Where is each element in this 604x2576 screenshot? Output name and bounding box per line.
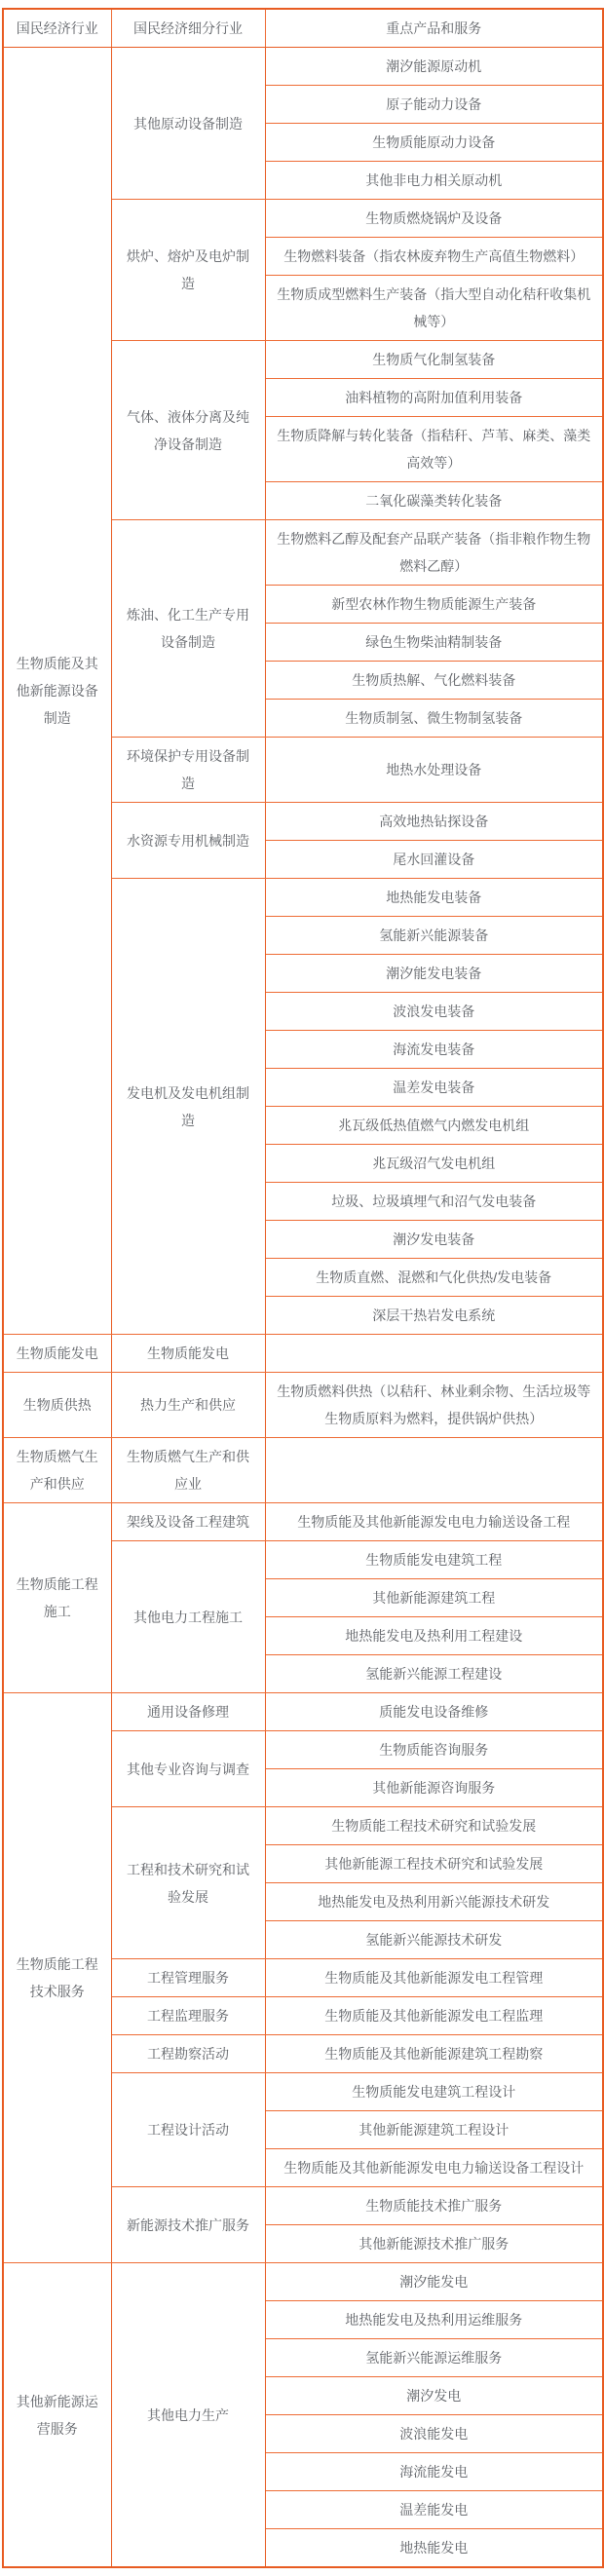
product-cell: 生物质能及其他新能源建筑工程勘察	[265, 2035, 603, 2073]
sub-industry-cell: 发电机及发电机组制造	[111, 879, 265, 1335]
sub-industry-cell: 环境保护专用设备制造	[111, 738, 265, 803]
sub-industry-cell: 生物质能发电	[111, 1335, 265, 1373]
sub-industry-cell: 工程管理服务	[111, 1959, 265, 1997]
header-sub-industry: 国民经济细分行业	[111, 9, 265, 48]
sub-industry-cell: 其他原动设备制造	[111, 48, 265, 200]
product-cell: 其他新能源工程技术研究和试验发展	[265, 1845, 603, 1883]
product-cell: 潮汐能发电装备	[265, 955, 603, 993]
product-cell: 潮汐发电	[265, 2377, 603, 2415]
product-cell: 氢能新兴能源技术研发	[265, 1921, 603, 1959]
sub-industry-cell: 炼油、化工生产专用设备制造	[111, 520, 265, 738]
product-cell: 潮汐能源原动机	[265, 48, 603, 86]
product-cell: 氢能新兴能源工程建设	[265, 1655, 603, 1693]
table-row	[3, 1503, 603, 1541]
table-row	[3, 2263, 603, 2301]
product-cell: 地热水处理设备	[265, 738, 603, 803]
product-cell: 其他新能源咨询服务	[265, 1769, 603, 1807]
sub-industry-cell: 其他电力生产	[111, 2263, 265, 2568]
sub-industry-cell: 通用设备修理	[111, 1693, 265, 1731]
product-cell: 波浪发电装备	[265, 993, 603, 1031]
header-key-products: 重点产品和服务	[265, 9, 603, 48]
product-cell: 海流发电装备	[265, 1031, 603, 1069]
sub-industry-cell: 其他专业咨询与调查	[111, 1731, 265, 1807]
product-cell: 生物质能及其他新能源发电电力输送设备工程设计	[265, 2149, 603, 2187]
product-cell: 生物质直燃、混燃和气化供热/发电装备	[265, 1259, 603, 1297]
product-cell: 生物质成型燃料生产装备（指大型自动化秸秆收集机械等）	[265, 276, 603, 341]
sub-industry-cell: 热力生产和供应	[111, 1373, 265, 1438]
table-row	[3, 1335, 603, 1373]
header-industry: 国民经济行业	[3, 9, 111, 48]
product-cell: 地热能发电及热利用工程建设	[265, 1617, 603, 1655]
sub-industry-cell: 水资源专用机械制造	[111, 803, 265, 879]
sub-industry-cell: 工程设计活动	[111, 2073, 265, 2187]
product-cell: 生物燃料装备（指农林废弃物生产高值生物燃料）	[265, 238, 603, 276]
product-cell: 潮汐能发电	[265, 2263, 603, 2301]
industry-cell: 生物质能工程施工	[3, 1503, 111, 1693]
product-cell: 地热能发电	[265, 2529, 603, 2568]
industry-cell: 其他新能源运营服务	[3, 2263, 111, 2568]
product-cell: 生物质能工程技术研究和试验发展	[265, 1807, 603, 1845]
product-cell: 新型农林作物生物质能源生产装备	[265, 586, 603, 624]
table-row	[3, 48, 603, 86]
product-cell: 生物质能及其他新能源发电工程监理	[265, 1997, 603, 2035]
product-cell: 垃圾、垃圾填埋气和沼气发电装备	[265, 1183, 603, 1221]
product-cell: 生物质能发电建筑工程	[265, 1541, 603, 1579]
table-row	[3, 1373, 603, 1438]
product-cell: 潮汐发电装备	[265, 1221, 603, 1259]
product-cell: 生物质能及其他新能源发电电力输送设备工程	[265, 1503, 603, 1541]
industry-cell: 生物质能工程技术服务	[3, 1693, 111, 2263]
product-cell: 质能发电设备维修	[265, 1693, 603, 1731]
product-cell	[265, 1335, 603, 1373]
product-cell: 其他新能源建筑工程设计	[265, 2111, 603, 2149]
product-cell: 生物质燃烧锅炉及设备	[265, 200, 603, 238]
page	[0, 8, 604, 2568]
product-cell: 生物质能及其他新能源发电工程管理	[265, 1959, 603, 1997]
industry-cell: 生物质燃气生产和供应	[3, 1438, 111, 1503]
product-cell: 其他新能源建筑工程	[265, 1579, 603, 1617]
product-cell: 地热能发电装备	[265, 879, 603, 917]
sub-industry-cell: 工程和技术研究和试验发展	[111, 1807, 265, 1959]
product-cell: 生物质能技术推广服务	[265, 2187, 603, 2225]
product-cell: 氢能新兴能源运维服务	[265, 2339, 603, 2377]
sub-industry-cell: 工程监理服务	[111, 1997, 265, 2035]
product-cell: 兆瓦级沼气发电机组	[265, 1145, 603, 1183]
product-cell: 温差发电装备	[265, 1069, 603, 1107]
sub-industry-cell: 其他电力工程施工	[111, 1541, 265, 1693]
product-cell: 海流能发电	[265, 2453, 603, 2491]
product-cell: 波浪能发电	[265, 2415, 603, 2453]
product-cell	[265, 1438, 603, 1503]
product-cell: 兆瓦级低热值燃气内燃发电机组	[265, 1107, 603, 1145]
sub-industry-cell: 生物质燃气生产和供应业	[111, 1438, 265, 1503]
product-cell: 生物质能咨询服务	[265, 1731, 603, 1769]
table-header-row	[3, 9, 603, 48]
product-cell: 温差能发电	[265, 2491, 603, 2529]
industry-cell: 生物质能发电	[3, 1335, 111, 1373]
product-cell: 绿色生物柴油精制装备	[265, 624, 603, 662]
industry-classification-table	[2, 8, 604, 2568]
table-row	[3, 1438, 603, 1503]
product-cell: 地热能发电及热利用新兴能源技术研发	[265, 1883, 603, 1921]
product-cell: 生物质能原动力设备	[265, 124, 603, 162]
sub-industry-cell: 新能源技术推广服务	[111, 2187, 265, 2263]
product-cell: 原子能动力设备	[265, 86, 603, 124]
product-cell: 生物质燃料供热（以秸秆、林业剩余物、生活垃圾等生物质原料为燃料，提供锅炉供热）	[265, 1373, 603, 1438]
product-cell: 生物质降解与转化装备（指秸秆、芦苇、麻类、藻类高效等）	[265, 417, 603, 482]
product-cell: 尾水回灌设备	[265, 841, 603, 879]
product-cell: 生物质能发电建筑工程设计	[265, 2073, 603, 2111]
product-cell: 生物质制氢、微生物制氢装备	[265, 700, 603, 738]
product-cell: 油料植物的高附加值利用装备	[265, 379, 603, 417]
product-cell: 二氧化碳藻类转化装备	[265, 482, 603, 520]
sub-industry-cell: 气体、液体分离及纯净设备制造	[111, 341, 265, 520]
product-cell: 深层干热岩发电系统	[265, 1297, 603, 1335]
industry-cell: 生物质供热	[3, 1373, 111, 1438]
product-cell: 其他新能源技术推广服务	[265, 2225, 603, 2263]
product-cell: 高效地热钻探设备	[265, 803, 603, 841]
product-cell: 氢能新兴能源装备	[265, 917, 603, 955]
product-cell: 地热能发电及热利用运维服务	[265, 2301, 603, 2339]
industry-cell: 生物质能及其他新能源设备制造	[3, 48, 111, 1335]
product-cell: 生物质气化制氢装备	[265, 341, 603, 379]
product-cell: 生物质热解、气化燃料装备	[265, 662, 603, 700]
table-row	[3, 1693, 603, 1731]
table-body	[3, 48, 603, 2568]
product-cell: 生物燃料乙醇及配套产品联产装备（指非粮作物生物燃料乙醇）	[265, 520, 603, 586]
sub-industry-cell: 工程勘察活动	[111, 2035, 265, 2073]
sub-industry-cell: 烘炉、熔炉及电炉制造	[111, 200, 265, 341]
product-cell: 其他非电力相关原动机	[265, 162, 603, 200]
sub-industry-cell: 架线及设备工程建筑	[111, 1503, 265, 1541]
